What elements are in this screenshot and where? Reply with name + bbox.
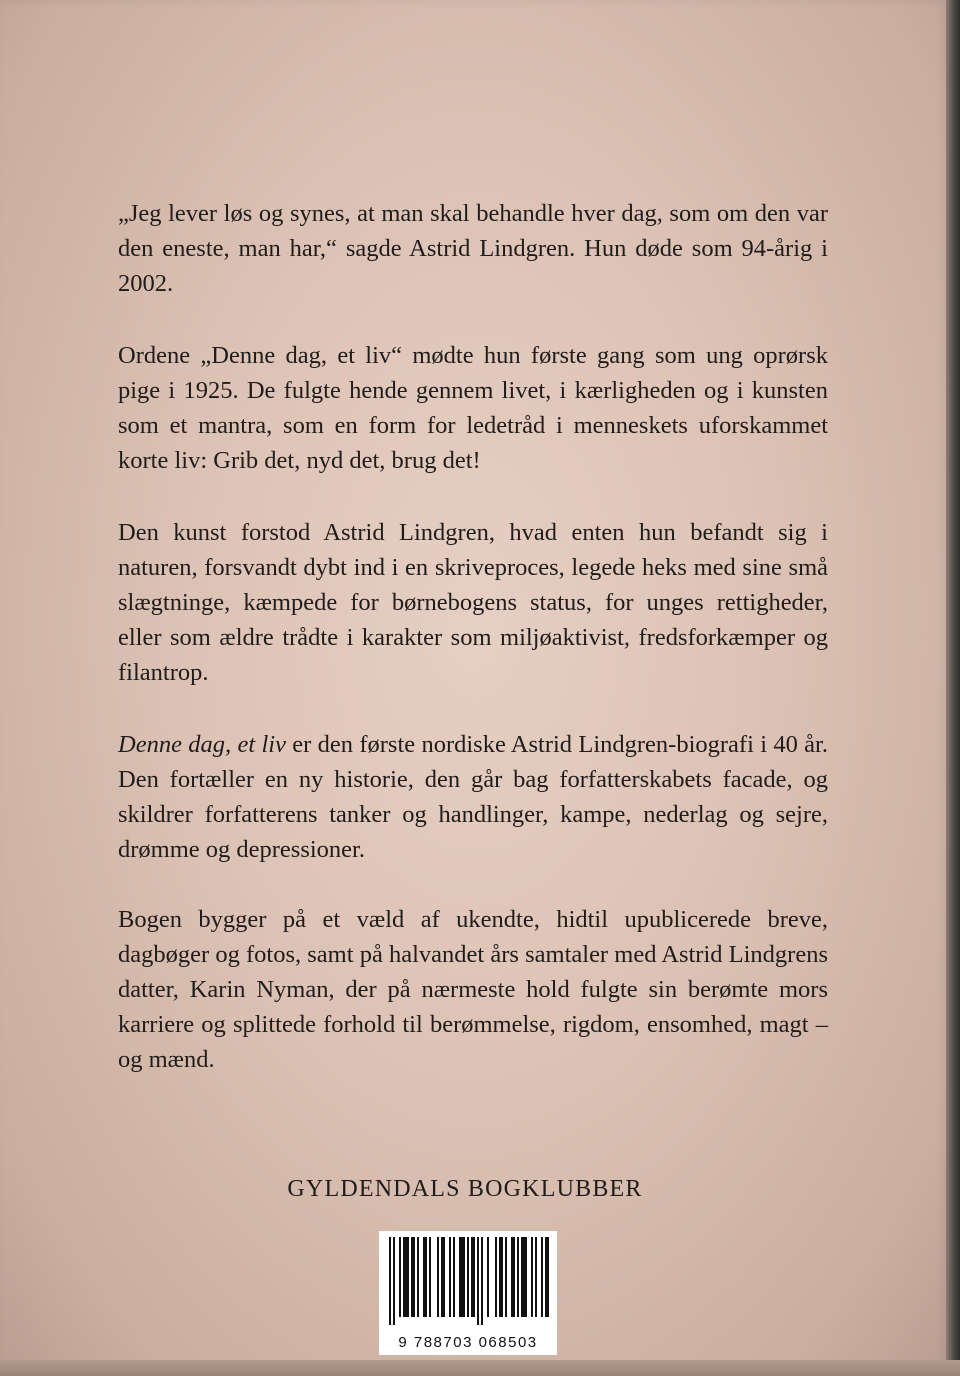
blurb-paragraph-sources: Bogen bygger på et væld af ukendte, hidtil upublicerede breve, dagbøger og fotos, samt på halvandet års samtaler med Astrid Lindgrens datter, Karin Nyman, der på nærmeste hold fulgte sin berømte mors karriere og splittede forhold til berømmelse, rigdom, ensomhed, magt – og mænd. [118, 906, 828, 1073]
barcode-bar [411, 1237, 415, 1317]
barcode-bar [535, 1237, 537, 1317]
isbn-number: 9 788703 068503 [398, 1334, 538, 1351]
isbn-barcode [379, 1231, 557, 1355]
barcode-bar [517, 1237, 519, 1317]
book-bottom-edge [0, 1360, 960, 1376]
barcode-bar [487, 1237, 489, 1317]
barcode-bar [441, 1237, 445, 1317]
barcode-bar [531, 1237, 533, 1317]
barcode-bar [521, 1237, 527, 1317]
barcode-bar [453, 1237, 455, 1317]
biography-description: er den første nordiske Astrid Lindgren-biografi i 40 år. Den fortæller en ny historie, den går bag forfatterskabets facade, og skildrer forfatterens tanker og handlinger, kampe, nederlag og sejre, drømme og depressioner. [118, 731, 828, 863]
blurb-paragraph-motto: Ordene „Denne dag, et liv“ mødte hun første gang som ung oprørsk pige i 1925. De fulgte hende gennem livet, i kærligheden og i kunsten som et mantra, som en form for ledetråd i menneskets uforskammet korte liv: Grib det, nyd det, brug det! [118, 342, 828, 474]
publisher-name: GYLDENDALS BOGKLUBBER [287, 1176, 643, 1202]
barcode-bar [403, 1237, 409, 1317]
blurb-paragraph-biography [118, 727, 828, 867]
barcode-bar [511, 1237, 515, 1317]
barcode-bar [499, 1237, 503, 1317]
barcode-bar [393, 1237, 395, 1325]
barcode-bars-icon [383, 1237, 553, 1325]
barcode-bar [389, 1237, 391, 1325]
barcode-bar [449, 1237, 451, 1317]
barcode-bar [467, 1237, 469, 1317]
barcode-bar [437, 1237, 439, 1317]
barcode-bar [429, 1237, 431, 1317]
barcode-bar [495, 1237, 497, 1317]
barcode-bar [477, 1237, 479, 1325]
barcode-bar [481, 1237, 483, 1325]
book-title-italic: Denne dag, et liv [118, 731, 286, 758]
barcode-bar [417, 1237, 419, 1317]
barcode-bar [471, 1237, 475, 1317]
barcode-bar [399, 1237, 401, 1317]
blurb-paragraph-art-of-living: Den kunst forstod Astrid Lindgren, hvad enten hun befandt sig i naturen, forsvandt dybt ind i en skriveproces, legede heks med sine små slægtninge, kæmpede for børnebogens status, for unges rettigheder, eller som ældre trådte i karakter som miljøaktivist, fredsforkæmper og filantrop. [118, 519, 828, 686]
barcode-bar [423, 1237, 427, 1317]
barcode-bar [545, 1237, 549, 1317]
barcode-bar [505, 1237, 507, 1317]
barcode-bar [541, 1237, 543, 1317]
blurb-paragraph-quote: „Jeg lever løs og synes, at man skal behandle hver dag, som om den var den eneste, man har,“ sagde Astrid Lindgren. Hun døde som 94-årig i 2002. [118, 200, 828, 297]
book-edge-shadow [946, 0, 960, 1376]
barcode-bar [459, 1237, 465, 1317]
